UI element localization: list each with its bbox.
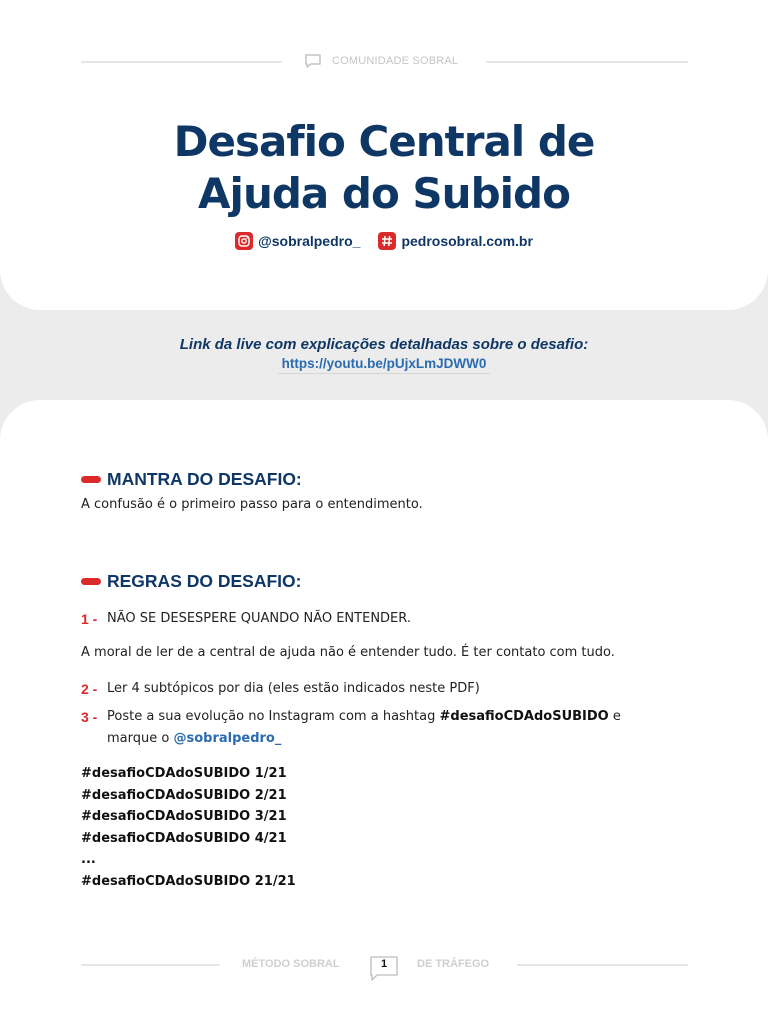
rule-3-text-b: e	[608, 709, 621, 724]
footer-divider-right	[517, 964, 688, 966]
bullet-pill-icon	[81, 476, 101, 483]
page-number-text: 1	[380, 958, 388, 970]
title-line-1: Desafio Central de	[173, 117, 595, 166]
rule-1-text: NÃO SE DESESPERE QUANDO NÃO ENTENDER.	[107, 611, 411, 626]
live-link-block	[0, 336, 768, 374]
header-card	[0, 0, 768, 310]
rules-moral: A moral de ler de a central de ajuda não é entender tudo. É ter contato com tudo.	[81, 645, 615, 660]
hashtag-item: #desafioCDAdoSUBIDO 1/21	[81, 766, 287, 781]
header-divider-right	[486, 61, 688, 63]
community-label: COMUNIDADE SOBRAL	[332, 55, 459, 67]
website-link[interactable]	[378, 232, 532, 250]
footer-left-label: MÉTODO SOBRAL	[242, 958, 340, 970]
rule-3-text-a: Poste a sua evolução no Instagram com a hashtag	[107, 709, 440, 724]
rule-1-number: 1 -	[81, 611, 98, 627]
hashtag-item: #desafioCDAdoSUBIDO 21/21	[81, 873, 296, 889]
rule-3-text	[107, 706, 627, 750]
title-line-2: Ajuda do Subido	[198, 169, 570, 218]
page-number	[369, 955, 399, 977]
header-label	[304, 53, 458, 69]
chat-bubble-icon	[304, 53, 322, 69]
rules-heading	[81, 571, 301, 592]
header-divider-left	[81, 61, 282, 63]
rule-2-number: 2 -	[81, 681, 98, 697]
mantra-text: A confusão é o primeiro passo para o entendimento.	[81, 497, 423, 512]
page-title	[0, 116, 768, 220]
rule-3-number: 3 -	[81, 709, 98, 725]
hashtag-ellipsis: ...	[81, 852, 96, 868]
instagram-link[interactable]	[235, 232, 360, 250]
rule-3-hashtag: #desafioCDAdoSUBIDO	[439, 709, 609, 724]
hashtag-item: #desafioCDAdoSUBIDO 2/21	[81, 787, 287, 803]
bullet-pill-icon	[81, 578, 101, 585]
live-link-intro: Link da live com explicações detalhadas sobre o desafio:	[179, 336, 589, 353]
instagram-icon	[235, 232, 253, 250]
instagram-handle: @sobralpedro_	[258, 233, 361, 249]
footer-right-label: DE TRÁFEGO	[417, 958, 490, 970]
rule-2-text: Ler 4 subtópicos por dia (eles estão indicados neste PDF)	[107, 681, 480, 696]
footer-divider-left	[81, 964, 220, 966]
mantra-heading	[81, 469, 302, 490]
website-url: pedrosobral.com.br	[401, 233, 533, 249]
hashtag-icon	[378, 232, 396, 250]
hashtag-list	[81, 763, 296, 893]
hashtag-item: #desafioCDAdoSUBIDO 3/21	[81, 809, 287, 825]
hashtag-item: #desafioCDAdoSUBIDO 4/21	[81, 830, 287, 846]
mantra-title: MANTRA DO DESAFIO:	[107, 469, 302, 489]
live-link-url[interactable]: https://youtu.be/pUjxLmJDWW0	[278, 356, 491, 374]
rule-3-mention[interactable]: @sobralpedro_	[173, 731, 282, 746]
rule-3-text-c: marque o	[107, 731, 174, 746]
social-links	[0, 232, 768, 250]
rules-title: REGRAS DO DESAFIO:	[107, 571, 302, 591]
